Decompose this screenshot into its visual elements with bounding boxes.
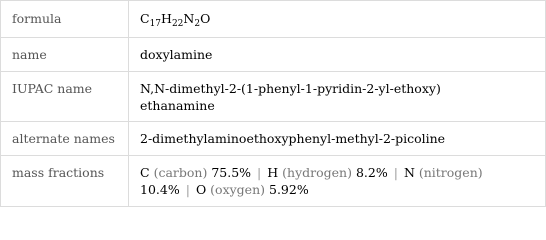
formula-hydrogen-count: 22 [171,19,184,29]
fraction-value: 5.92% [269,182,309,197]
row-label-formula: formula [1,1,129,37]
fraction-value: 8.2% [355,165,388,180]
formula-hydrogen: H [161,11,172,26]
table-row-alternate-names [1,122,545,156]
fraction-value: 75.5% [211,165,252,180]
fraction-symbol: C [140,165,150,180]
fraction-element: (oxygen) [210,182,266,197]
mass-fractions-value [129,156,545,206]
table-row-iupac-name [1,72,545,122]
fraction-value: 10.4% [140,182,180,197]
name-value: doxylamine [140,47,213,62]
fraction-separator: | [185,182,190,197]
row-label-alternate-names: alternate names [1,122,129,155]
formula-nitrogen: N [183,11,195,26]
iupac-name-value [129,72,545,121]
fraction-symbol: H [267,165,279,180]
formula-nitrogen-count: 2 [194,19,201,29]
fraction-element: (nitrogen) [418,165,483,180]
table-row-name [1,38,545,72]
table-row-formula [1,1,545,38]
formula-value [129,1,545,37]
iupac-name-line-2: ethanamine [140,98,215,113]
iupac-name-line-1: N,N-dimethyl-2-(1-phenyl-1-pyridin-2-yl-ethoxy) [140,81,441,96]
formula-carbon-count: 17 [149,19,162,29]
row-label-mass-fractions: mass fractions [1,156,129,206]
fraction-symbol: O [195,182,207,197]
fraction-element: (hydrogen) [282,165,352,180]
mass-fractions-line-1 [140,164,537,181]
fraction-symbol: N [403,165,415,180]
fraction-separator: | [257,165,262,180]
row-label-name: name [1,38,129,71]
alternate-names-value: 2-dimethylaminoethoxyphenyl-methyl-2-picoline [140,131,446,146]
formula-oxygen: O [200,11,211,26]
mass-fractions-line-2 [140,181,537,198]
fraction-element: (carbon) [153,165,208,180]
row-label-iupac-name: IUPAC name [1,72,129,121]
formula-carbon: C [140,11,150,26]
table-row-mass-fractions [1,156,545,206]
fraction-separator: | [393,165,398,180]
